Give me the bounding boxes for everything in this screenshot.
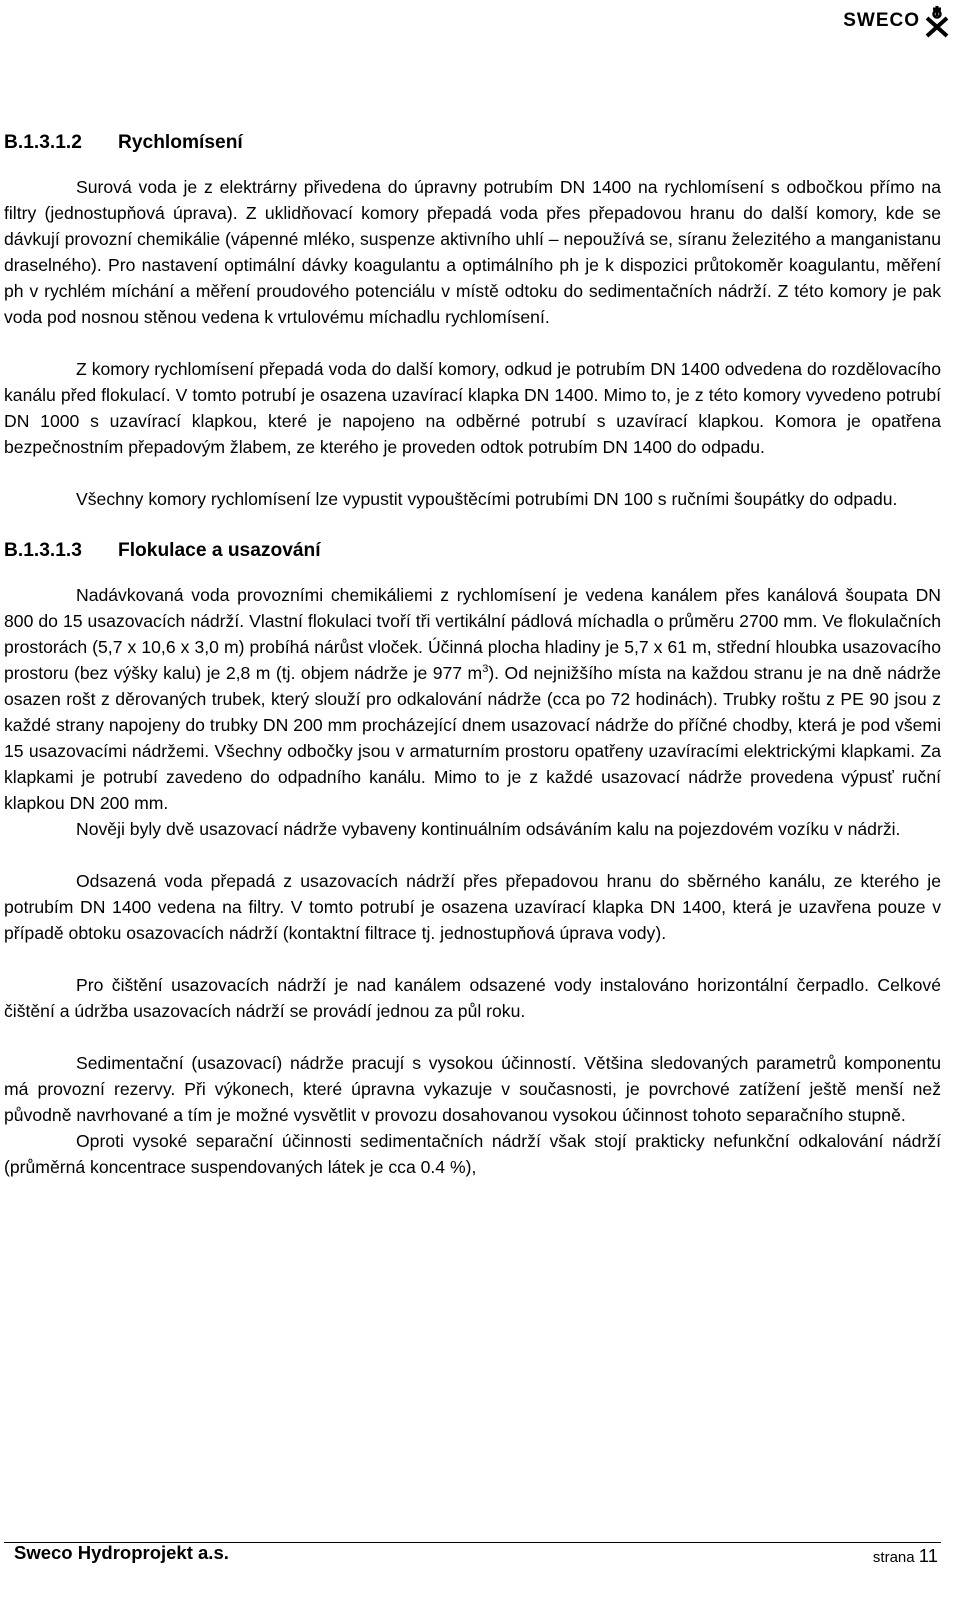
page-number: 11 — [918, 1545, 938, 1566]
section-number: B.1.3.1.2 — [4, 132, 82, 153]
paragraph: Sedimentační (usazovací) nádrže pracují s vysokou účinností. Většina sledovaných parametrů komponentu má provozní rezervy. Při výkonech, které úpravna vykazuje v současnosti, je povrchové zatížení ještě menší než původně navrhované a tím je možné vysvětlit v provozu dosahovanou vysokou účinnost tohoto separačního stupně. — [4, 1053, 941, 1125]
paragraph: Z komory rychlomísení přepadá voda do další komory, odkud je potrubím DN 1400 odvedena do rozdělovacího kanálu před flokulací. V tomto potrubí je osazena uzavírací klapka DN 1400. Mimo to, je z této komory vyvedeno potrubí DN 1000 s uzavírací klapkou, které je napojeno na odběrné potrubí s uzavírací klapkou. Komora je opatřena bezpečnostním přepadovým žlabem, ze kterého je proveden odtok potrubím DN 1400 do odpadu. — [4, 359, 941, 457]
footer-company: Sweco Hydroprojekt a.s. — [14, 1542, 229, 1563]
paragraph: Oproti vysoké separační účinnosti sedimentačních nádrží však stojí prakticky nefunkční odkalování nádrží (průměrná koncentrace suspendovaných látek je cca 0.4 %), — [4, 1131, 941, 1177]
section-title: Rychlomísení — [118, 132, 243, 153]
paragraph — [4, 582, 941, 816]
paragraph-text: ). Od nejnižšího místa na každou stranu je na dně nádrže osazen rošt z děrovaných trubek, který slouží pro odkalování nádrže (cca po 72 hodinách). Trubky roštu z PE 90 jsou z každé strany napojeny do trubky DN 200 mm procházející dnem usazovací nádrže do příčné chodby, která je pod všemi 15 usazovacími nádržemi. Všechny odbočky jsou v armaturním prostoru opatřeny uzavíracími elektrickými klapkami. Za klapkami je potrubí zavedeno do odpadního kanálu. Mimo to je z každé usazovací nádrže provedena výpusť ruční klapkou DN 200 mm. — [4, 663, 942, 813]
page-label: strana — [872, 1549, 915, 1566]
paragraph: Všechny komory rychlomísení lze vypustit vypouštěcími potrubími DN 100 s ručními šoupátky do odpadu. — [76, 489, 898, 509]
paragraph: Nověji byly dvě usazovací nádrže vybaveny kontinuálním odsáváním kalu na pojezdovém vozíku v nádrži. — [76, 819, 901, 839]
superscript: 3 — [482, 663, 489, 676]
sweco-symbol-icon — [924, 4, 950, 38]
paragraph: Pro čištění usazovacích nádrží je nad kanálem odsazené vody instalováno horizontální čerpadlo. Celkové čištění a údržba usazovacích nádrží se provádí jednou za půl roku. — [4, 975, 941, 1021]
section-number: B.1.3.1.3 — [4, 540, 82, 561]
section-heading-rychlomiseni — [4, 130, 941, 156]
logo-text: SWECO — [843, 10, 920, 31]
document-body — [4, 130, 941, 1180]
section-title: Flokulace a usazování — [118, 540, 321, 561]
footer-page — [873, 1545, 938, 1567]
section-heading-flokulace — [4, 538, 941, 564]
paragraph-text: Nadávkovaná voda provozními chemikáliemi z rychlomísení je vedena kanálem přes kanálová šoupata DN 800 do 15 usazovacích nádrží. Vlastní flokulaci tvoří tři vertikální pádlová míchadla o průměru 2700 mm. Ve flokulačních prostorách (5,7 x 10,6 x 3,0 m) probíhá nárůst vloček. Účinná plocha hladiny je 5,7 x 61 m, střední hloubka usazovacího prostoru (bez výšky kalu) je 2,8 m (tj. objem nádrže je 977 m — [4, 585, 941, 683]
sweco-logo — [843, 4, 950, 38]
paragraph: Odsazená voda přepadá z usazovacích nádrží přes přepadovou hranu do sběrného kanálu, ze kterého je potrubím DN 1400 vedena na filtry. V tomto potrubí je osazena uzavírací klapka DN 1400, která je uzavřena pouze v případě obtoku osazovacích nádrží (kontaktní filtrace tj. jednostupňová úprava vody). — [4, 871, 941, 943]
paragraph: Surová voda je z elektrárny přivedena do úpravny potrubím DN 1400 na rychlomísení s odbočkou přímo na filtry (jednostupňová úprava). Z uklidňovací komory přepadá voda přes přepadovou hranu do další komory, kde se dávkují provozní chemikálie (vápenné mléko, suspenze aktivního uhlí – nepoužívá se, síranu železitého a manganistanu draselného). Pro nastavení optimální dávky koagulantu a optimálního ph je k dispozici průtokoměr koagulantu, měření ph v rychlém míchání a měření proudového potenciálu v místě odtoku do sedimentačních nádrží. Z této komory je pak voda pod nosnou stěnou vedena k vrtulovému míchadlu rychlomísení. — [4, 177, 941, 327]
